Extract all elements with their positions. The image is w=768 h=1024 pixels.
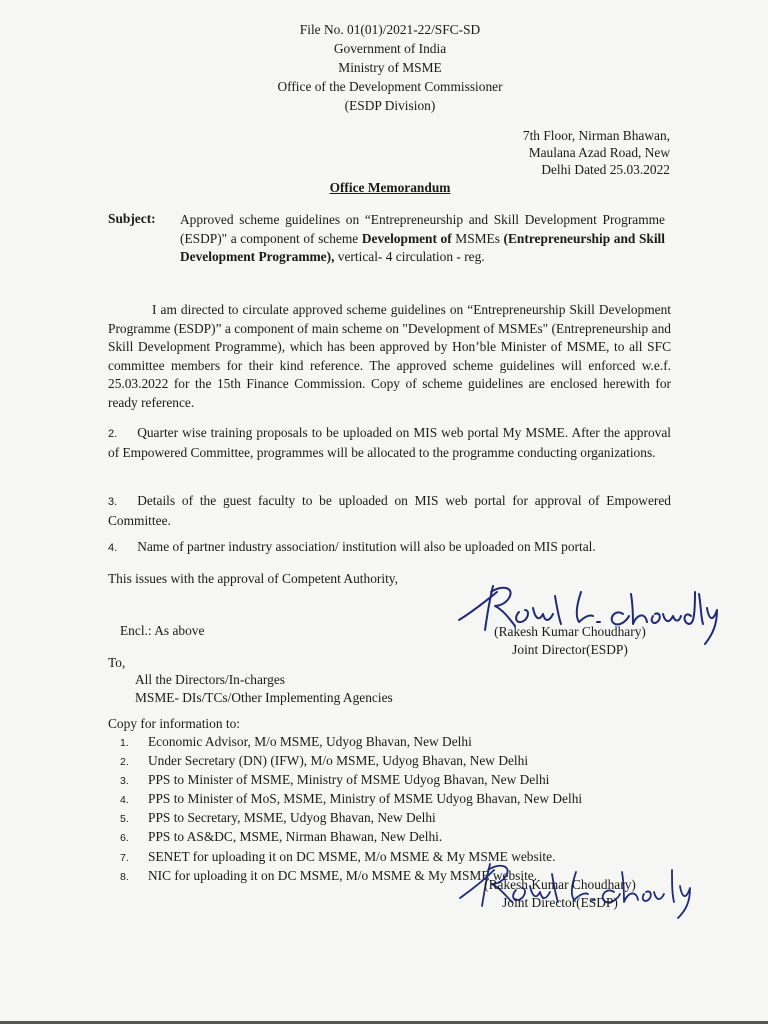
document-header <box>0 20 768 115</box>
copy-item-text: PPS to Secretary, MSME, Udyog Bhavan, New Delhi <box>148 810 436 826</box>
paragraph-1: I am directed to circulate approved scheme guidelines on “Entrepreneurship Skill Development Programme (ESDP)” a component of main scheme on "Development of MSMEs" (Entrepreneurship and Skill Development Programme), which has been approved by Hon’ble Minister of MSME, to all SFC committee members for their kind reference. The approved scheme guidelines will enforced w.e.f. 25.03.2022 for the 15th Finance Commission. Copy of scheme guidelines are enclosed herewith for ready reference. <box>108 302 671 410</box>
address-line-2: Maulana Azad Road, New <box>528 145 670 160</box>
office-line: Office of the Development Commissioner <box>277 79 503 94</box>
recipient-line-2: MSME- DIs/TCs/Other Implementing Agencies <box>135 690 393 705</box>
file-number: File No. 01(01)/2021-22/SFC-SD <box>299 22 481 37</box>
list-item <box>120 752 582 771</box>
copy-item-text: NIC for uploading it on DC MSME, M/o MSME & My MSME website. <box>148 867 538 883</box>
enclosure-line: Encl.: As above <box>120 623 205 638</box>
subject-label: Subject: <box>108 211 156 226</box>
paragraph-3-text: Details of the guest faculty to be uploaded on MIS web portal for approval of Empowered Committee. <box>108 493 671 528</box>
signatory-designation-2: Joint Director(ESDP) <box>502 895 618 910</box>
copy-item-number: 8. <box>120 870 129 883</box>
list-item <box>120 809 582 828</box>
to-label: To, <box>108 655 126 670</box>
copy-item-text: PPS to Minister of MoS, MSME, Ministry of MSME Udyog Bhavan, New Delhi <box>148 791 583 807</box>
copy-heading: Copy for information to: <box>108 716 241 731</box>
paragraph-3-number: 3. <box>108 496 118 508</box>
paragraph-4 <box>108 538 671 558</box>
subject-bold-part-2: (Entrepreneurship and Skill Development Programme), <box>180 230 665 264</box>
subject-text-part-3: vertical- 4 circulation - reg. <box>334 249 485 264</box>
signatory-block-2 <box>460 876 660 912</box>
subject-text <box>180 211 665 267</box>
copy-item-text: PPS to Minister of MSME, Ministry of MSME Udyog Bhavan, New Delhi <box>148 772 550 788</box>
copy-item-number: 3. <box>120 775 129 788</box>
memo-title: Office Memorandum <box>329 180 451 195</box>
government-line: Government of India <box>333 41 447 56</box>
subject-text-part-2: MSMEs <box>451 230 504 246</box>
recipient-line-1: All the Directors/In-charges <box>135 672 285 687</box>
copy-item-text: Economic Advisor, M/o MSME, Udyog Bhavan, New Delhi <box>148 734 472 749</box>
copy-item-text: Under Secretary (DN) (IFW), M/o MSME, Udyog Bhavan, New Delhi <box>148 753 529 769</box>
paragraph-2 <box>108 424 671 462</box>
signatory-name-2: (Rakesh Kumar Choudhary) <box>484 877 636 892</box>
address-line-3: Delhi Dated 25.03.2022 <box>541 162 670 177</box>
copy-item-number: 2. <box>120 756 129 769</box>
paragraph-3 <box>108 492 671 530</box>
copy-item-number: 5. <box>120 813 129 826</box>
list-item <box>120 771 582 790</box>
paragraph-4-number: 4. <box>108 542 118 554</box>
address-block <box>523 127 670 178</box>
copy-item-number: 1. <box>120 737 129 749</box>
signatory-designation-1: Joint Director(ESDP) <box>512 642 628 657</box>
list-item <box>120 790 582 809</box>
copy-item-text: SENET for uploading it on DC MSME, M/o MSME & My MSME website. <box>148 848 556 864</box>
subject-bold-part-1: Development of <box>361 230 452 246</box>
copy-item-number: 4. <box>120 794 129 807</box>
list-item <box>120 733 582 752</box>
paragraph-4-text: Name of partner industry association/ institution will also be uploaded on MIS portal. <box>137 539 596 554</box>
recipients-block <box>135 671 393 707</box>
ministry-line: Ministry of MSME <box>338 60 442 75</box>
copy-item-number: 6. <box>120 832 129 845</box>
signatory-name-1: (Rakesh Kumar Choudhary) <box>494 624 646 639</box>
signatory-block-1 <box>470 623 670 659</box>
division-line: (ESDP Division) <box>344 98 436 113</box>
address-line-1: 7th Floor, Nirman Bhawan, <box>522 128 670 143</box>
copy-item-number: 7. <box>120 851 129 864</box>
paragraph-2-number: 2. <box>108 428 118 440</box>
closing-line: This issues with the approval of Competent Authority, <box>108 571 398 586</box>
list-item <box>120 828 582 847</box>
copy-item-text: PPS to AS&DC, MSME, Nirman Bhawan, New Delhi. <box>148 829 443 845</box>
paragraph-2-text: Quarter wise training proposals to be uploaded on MIS web portal My MSME. After the approval of Empowered Committee, programmes will be allocated to the programme conducting organizations. <box>108 425 671 460</box>
subject-text-part-1: Approved scheme guidelines on “Entrepreneurship and Skill Development Programme (ESDP)" a component of scheme <box>180 212 665 246</box>
